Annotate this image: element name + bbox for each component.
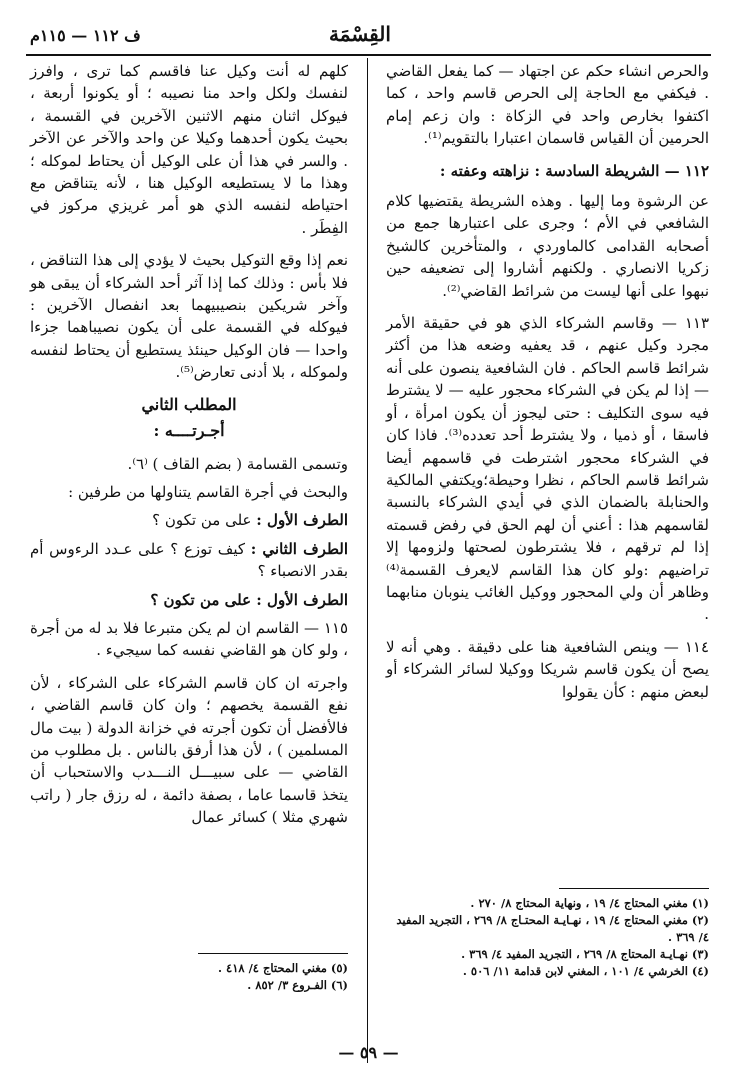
- section-112-body: عن الرشوة وما إليها . وهذه الشريطة يقتضيها كلام الشافعي في الأم ؛ وجرى على اعتبارها جمع من أصحابه القدامى كالماوردي ، والمتأخرين كالشيخ زكريا الانصاري . ولكنهم أشاروا إلى تضعيفه حين نبهوا على أنها ليست من شرائط القاضي⁽²⁾.: [386, 192, 709, 300]
- intro-line: وتسمى القسامة ( بضم القاف ) ⁽٦⁾.: [127, 454, 348, 473]
- header-rule: [26, 54, 711, 56]
- side-label: الطرف الثاني :: [250, 539, 348, 558]
- page-number: — ٥٩ —: [338, 1043, 399, 1062]
- section-115: ١١٥ — القاسم ان لم يكن متبرعا فلا بد له من أجرة ، ولو كان هو القاضي نفسه كما سيجيء .: [30, 618, 348, 660]
- footnote: (١) مغني المحتاج ٤/ ١٩ ، ونهاية المحتاج ٨/ ٢٧٠ .: [470, 896, 709, 910]
- side-one: [30, 509, 348, 531]
- paragraph: واجرته ان كان قاسم الشركاء على الشركاء ، لأن نفع القسمة يخصهم ؛ وان كان قاسم القاضي ، فالأفضل أن تكون أجرته في خزانة الدولة ( بيت مال المسلمين ) ، لأن هذا أرفق بالناس . بل مطلوب من القاضي — على سبيـــل النـــدب والاستحباب أن يتخذ قاسما عاما ، بصفة دائمة ، له رزق جار ( راتب شهري مثلا ) كسائر عمال: [30, 673, 348, 827]
- side-text: على من تكون ؟: [150, 590, 252, 609]
- side-label: الطرف الأول :: [256, 511, 348, 530]
- footnote-rule: [559, 888, 709, 889]
- section-title: المطلب الثاني: [141, 394, 237, 414]
- paragraph: والحرص انشاء حكم عن اجتهاد — كما يفعل القاضي . فيكفي مع الحاجة إلى الحرص قاسم واحد ، كما اكتفوا بخارص واحد في الزكاة : وان زعم إمام الحرمين أن القياس قاسمان اعتبارا بالتقويم⁽¹⁾.: [386, 62, 709, 148]
- footnotes-left: [30, 945, 348, 994]
- running-header-section-range: ف ١١٢ — ١١٥م: [30, 26, 141, 45]
- column-divider: [367, 58, 368, 1063]
- section-subtitle: أجـرتــــه :: [153, 421, 225, 441]
- side-one-heading: [30, 589, 348, 611]
- section-114: ١١٤ — وينص الشافعية هنا على دقيقة . وهي أنه لا يصح أن يكون قاسم شريكا ووكيلا لسائر الشركاء أو لبعض منهم : كأن يقولوا: [386, 637, 709, 701]
- footnote: (٥) مغني المحتاج ٤/ ٤١٨ .: [218, 961, 348, 975]
- right-column: [386, 60, 709, 713]
- footnote: (٤) الخرشي ٤/ ١٠١ ، المغني لابن قدامة ١١/ ٥٠٦ .: [462, 964, 709, 978]
- footnote-rule: [198, 953, 348, 954]
- side-two: [30, 538, 348, 583]
- section-113: ١١٣ — وقاسم الشركاء الذي هو في حقيقة الأمر مجرد وكيل عنهم ، قد يعفيه وضعه هذا من أكثر شرائط قاسم الحاكم . فان الشافعية ينصون على أنه — إذا لم يكن في الشركاء محجور عليه — لا يشترط فيه سوى التكليف : حتى ليجوز أن يكون امرأة ، أو فاسقا ، أو ذميا ، ولا يشترط أحد تعدده⁽³⁾. فاذا كان في الشركاء محجور اشترطت في قاسمهم أيضا شرائط قاسم الحاكم ، نظرا وحيطة؛ويكتفي المالكية والحنابلة بالضمان الذي في أيدي الشركاء بالنسبة لقاسمهم هذا : أعني أن لهم الحق في رفض قسمته إذا لم ترقهم ، فلا يشترطون لصحتها ولزومها إلا تراضيهم :ولو كان هذا القاسم لايعرف القسمة⁽⁴⁾ وظاهر أن ولي المحجور ووكيل الغائب ينوبان منابهما .: [386, 314, 709, 624]
- footnotes-right: [386, 880, 709, 980]
- footnote: (٢) مغني المحتاج ٤/ ١٩ ، نهـايـة المحتـاج ٨/ ٢٦٩ ، التجريد المفيد ٤/ ٣٦٩ .: [396, 913, 709, 944]
- side-label: الطرف الأول :: [256, 590, 348, 609]
- footnote: (٦) الفـروع ٣/ ٨٥٢ .: [247, 978, 348, 992]
- side-text: كيف توزع ؟ على عـدد الرءوس أم بقدر الانصباء ؟: [30, 539, 348, 581]
- footnote: (٣) نهـايـة المحتاج ٨/ ٢٦٩ ، التجريد المفيد ٤/ ٣٦٩ .: [461, 947, 709, 961]
- intro-line: والبحث في أجرة القاسم يتناولها من طرفين :: [68, 482, 348, 501]
- side-text: على من تكون ؟: [152, 511, 252, 530]
- paragraph: نعم إذا وقع التوكيل بحيث لا يؤدي إلى هذا التناقض ، فلا بأس : وذلك كما إذا آثر أحد الشركاء أن يبقى هو وآخر شريكين بنصيبيهما بعد انفصال الآخرين : فيوكله في القسمة على أن يكون نصيباهما جزءا واحدا — فان الوكيل حينئذ يستطيع أن يحتاط لنفسه ولموكله ، بلا أدنى تعارض⁽⁵⁾.: [30, 251, 348, 382]
- running-header-title: القِسْمَة: [329, 22, 391, 46]
- paragraph: كلهم له أنت وكيل عنا فاقسم كما ترى ، وافرز لنفسك ولكل واحد منا نصيبه ؛ أو يكونوا أربعة ، فيوكل اثنان منهم الاثنين الآخرين في القسمة ، بحيث يكون أحدهما وكيلا عن واحد والآخر عن الآخر . والسر في هذا أن على الوكيل أن يحتاط لموكله ؛ وهذا ما لا يستطيعه الوكيل هنا ، لأنه يتناقض مع احتياطه لنفسه الذي هو أمر غريزي مركوز في الفِطَر .: [30, 62, 348, 237]
- section-112-heading: ١١٢ — الشريطة السادسة : نزاهته وعفته :: [439, 161, 709, 180]
- left-column: [30, 60, 348, 839]
